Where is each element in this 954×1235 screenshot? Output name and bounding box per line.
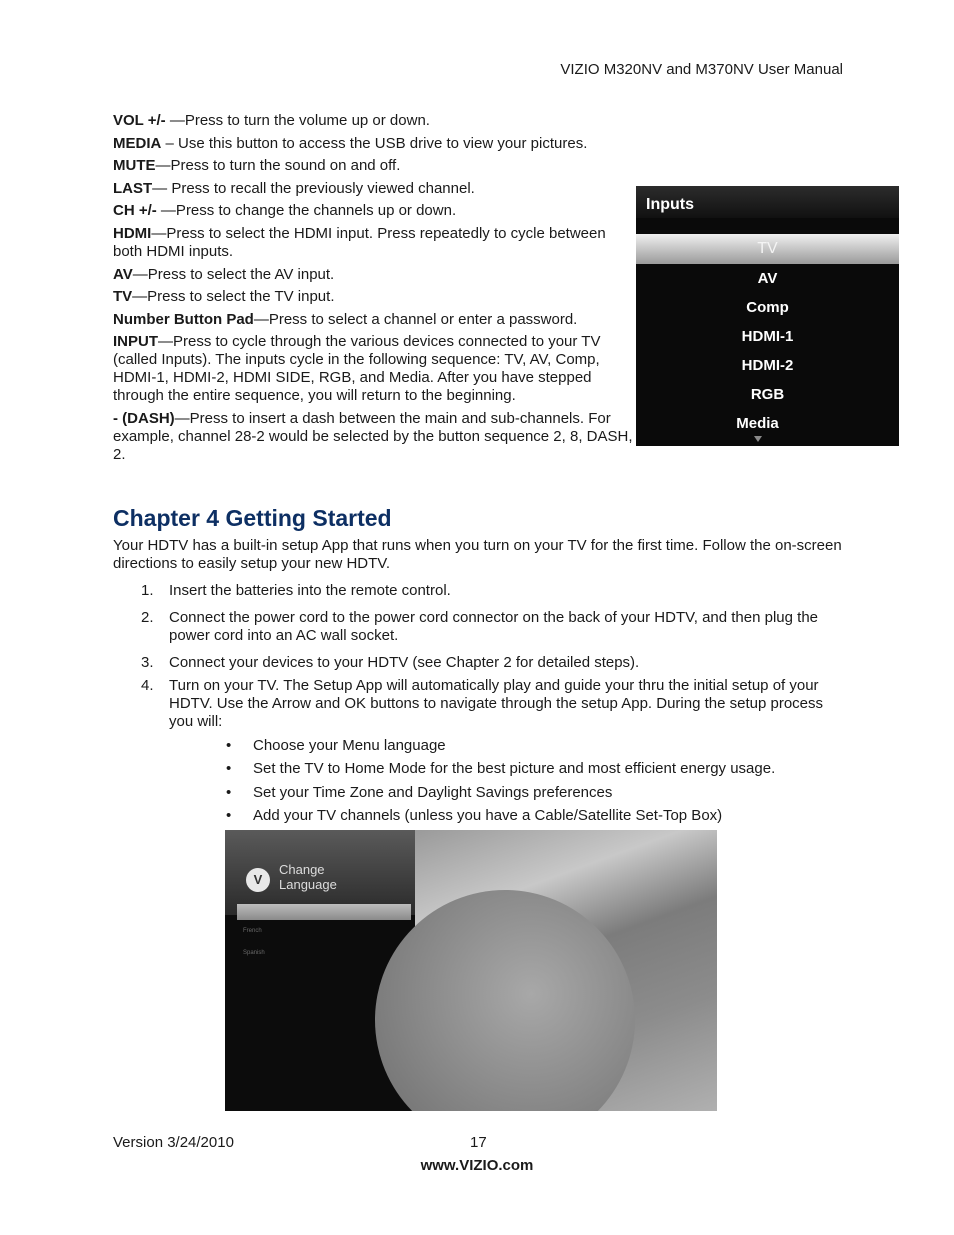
key-text: —Press to select the AV input.	[132, 265, 335, 283]
inputs-item-media: Media	[736, 415, 779, 432]
step-number: 3.	[141, 654, 154, 671]
setup-task	[226, 737, 846, 755]
key-description	[113, 135, 633, 153]
key-description	[113, 266, 633, 284]
language-option-spanish: Spanish	[243, 950, 265, 956]
step-text: Insert the batteries into the remote control.	[169, 582, 451, 599]
key-term: AV	[113, 265, 133, 283]
footer-version: Version 3/24/2010	[113, 1134, 234, 1151]
setup-app-background-image	[415, 830, 717, 1111]
setup-step	[113, 677, 843, 731]
step-text: Turn on your TV. The Setup App will automatically play and guide your thru the initial setup of your HDTV. Use the Arrow and OK buttons to navigate through the setup App. During the setup process you will:	[169, 677, 824, 730]
step-text: Connect the power cord to the power cord connector on the back of your HDTV, and then plug the power cord into an AC wall socket.	[169, 609, 819, 644]
setup-steps	[113, 582, 843, 740]
key-text: —Press to select a channel or enter a password.	[253, 310, 578, 328]
key-description	[113, 311, 633, 329]
step-number: 4.	[141, 677, 154, 694]
key-text: —Press to turn the sound on and off.	[155, 157, 401, 175]
key-term: - (DASH)	[113, 409, 175, 427]
key-term: INPUT	[113, 333, 158, 351]
key-description	[113, 202, 633, 220]
setup-step	[113, 582, 843, 600]
key-description	[113, 288, 633, 306]
inputs-item-hdmi-1: HDMI-1	[741, 328, 794, 345]
setup-task-text: Add your TV channels (unless you have a Cable/Satellite Set-Top Box)	[253, 807, 723, 825]
setup-task-text: Set the TV to Home Mode for the best picture and most efficient energy usage.	[253, 760, 776, 778]
step-number: 2.	[141, 609, 154, 626]
key-description	[113, 180, 633, 198]
setup-tasks	[226, 737, 846, 831]
change-language-title	[279, 862, 337, 892]
key-term: HDMI	[113, 224, 152, 242]
key-description	[113, 225, 625, 261]
key-term: LAST	[113, 179, 153, 197]
inputs-item-rgb: RGB	[750, 386, 785, 403]
key-term: VOL +/-	[113, 112, 166, 129]
bullet-icon: •	[226, 737, 232, 754]
title-line: Language	[279, 877, 337, 892]
key-text: —Press to cycle through the various devices connected to your TV (called Inputs). The inputs cycle in the following sequence: TV, AV, Comp, HDMI-1, HDMI-2, HDMI SIDE, RGB, and Media. After you have stepped through the entire sequence, you will return to the beginning.	[113, 333, 601, 405]
language-selected-row	[237, 904, 411, 920]
key-text: — Press to recall the previously viewed channel.	[152, 179, 475, 197]
key-text: – Use this button to access the USB drive to view your pictures.	[161, 134, 588, 152]
setup-app-screenshot	[225, 830, 717, 1111]
key-text: —Press to insert a dash between the main and sub-channels. For example, channel 28-2 would be selected by the button sequence 2, 8, DASH, 2.	[113, 409, 633, 463]
setup-task-text: Set your Time Zone and Daylight Savings preferences	[253, 783, 613, 801]
key-description	[113, 333, 627, 405]
key-text: —Press to select the HDMI input. Press repeatedly to cycle between both HDMI inputs.	[113, 224, 606, 260]
chapter-intro: Your HDTV has a built-in setup App that runs when you turn on your TV for the first time. Follow the on-screen directions to easily setup your new HDTV.	[113, 537, 842, 572]
inputs-item-av: AV	[757, 270, 778, 287]
key-description	[113, 112, 633, 130]
bullet-icon: •	[226, 760, 232, 778]
setup-task-text: Choose your Menu language	[253, 737, 446, 754]
title-line: Change	[279, 862, 325, 877]
key-term: MEDIA	[113, 134, 162, 152]
key-term: MUTE	[113, 157, 156, 175]
bullet-icon: •	[226, 807, 232, 825]
key-description	[113, 410, 633, 464]
running-header: VIZIO M320NV and M370NV User Manual	[560, 61, 843, 78]
inputs-item-hdmi-2: HDMI-2	[741, 357, 794, 374]
setup-task	[226, 784, 846, 802]
page-number: 17	[470, 1134, 487, 1151]
inputs-menu-screenshot	[636, 186, 899, 446]
step-number: 1.	[141, 582, 154, 599]
key-text: —Press to turn the volume up or down.	[165, 112, 430, 129]
inputs-menu-title: Inputs	[646, 196, 694, 213]
vizio-logo-icon: V	[246, 868, 270, 892]
key-text: —Press to select the TV input.	[132, 288, 335, 306]
scroll-down-icon	[754, 436, 762, 442]
key-term: TV	[113, 288, 133, 306]
setup-task	[226, 807, 846, 825]
key-text: —Press to change the channels up or down.	[156, 202, 457, 220]
setup-step	[113, 609, 843, 645]
bullet-icon: •	[226, 783, 232, 801]
key-term: CH +/-	[113, 202, 157, 220]
inputs-item-comp: Comp	[746, 299, 789, 316]
inputs-item-tv: TV	[757, 240, 778, 257]
footer-url: www.VIZIO.com	[420, 1157, 534, 1174]
chapter-heading: Chapter 4 Getting Started	[113, 505, 392, 531]
setup-step	[113, 654, 843, 672]
setup-task	[226, 760, 846, 778]
remote-key-descriptions	[113, 112, 633, 469]
language-option-french: French	[243, 928, 262, 934]
key-description	[113, 157, 633, 175]
step-text: Connect your devices to your HDTV (see Chapter 2 for detailed steps).	[169, 654, 640, 671]
key-term: Number Button Pad	[113, 310, 254, 328]
